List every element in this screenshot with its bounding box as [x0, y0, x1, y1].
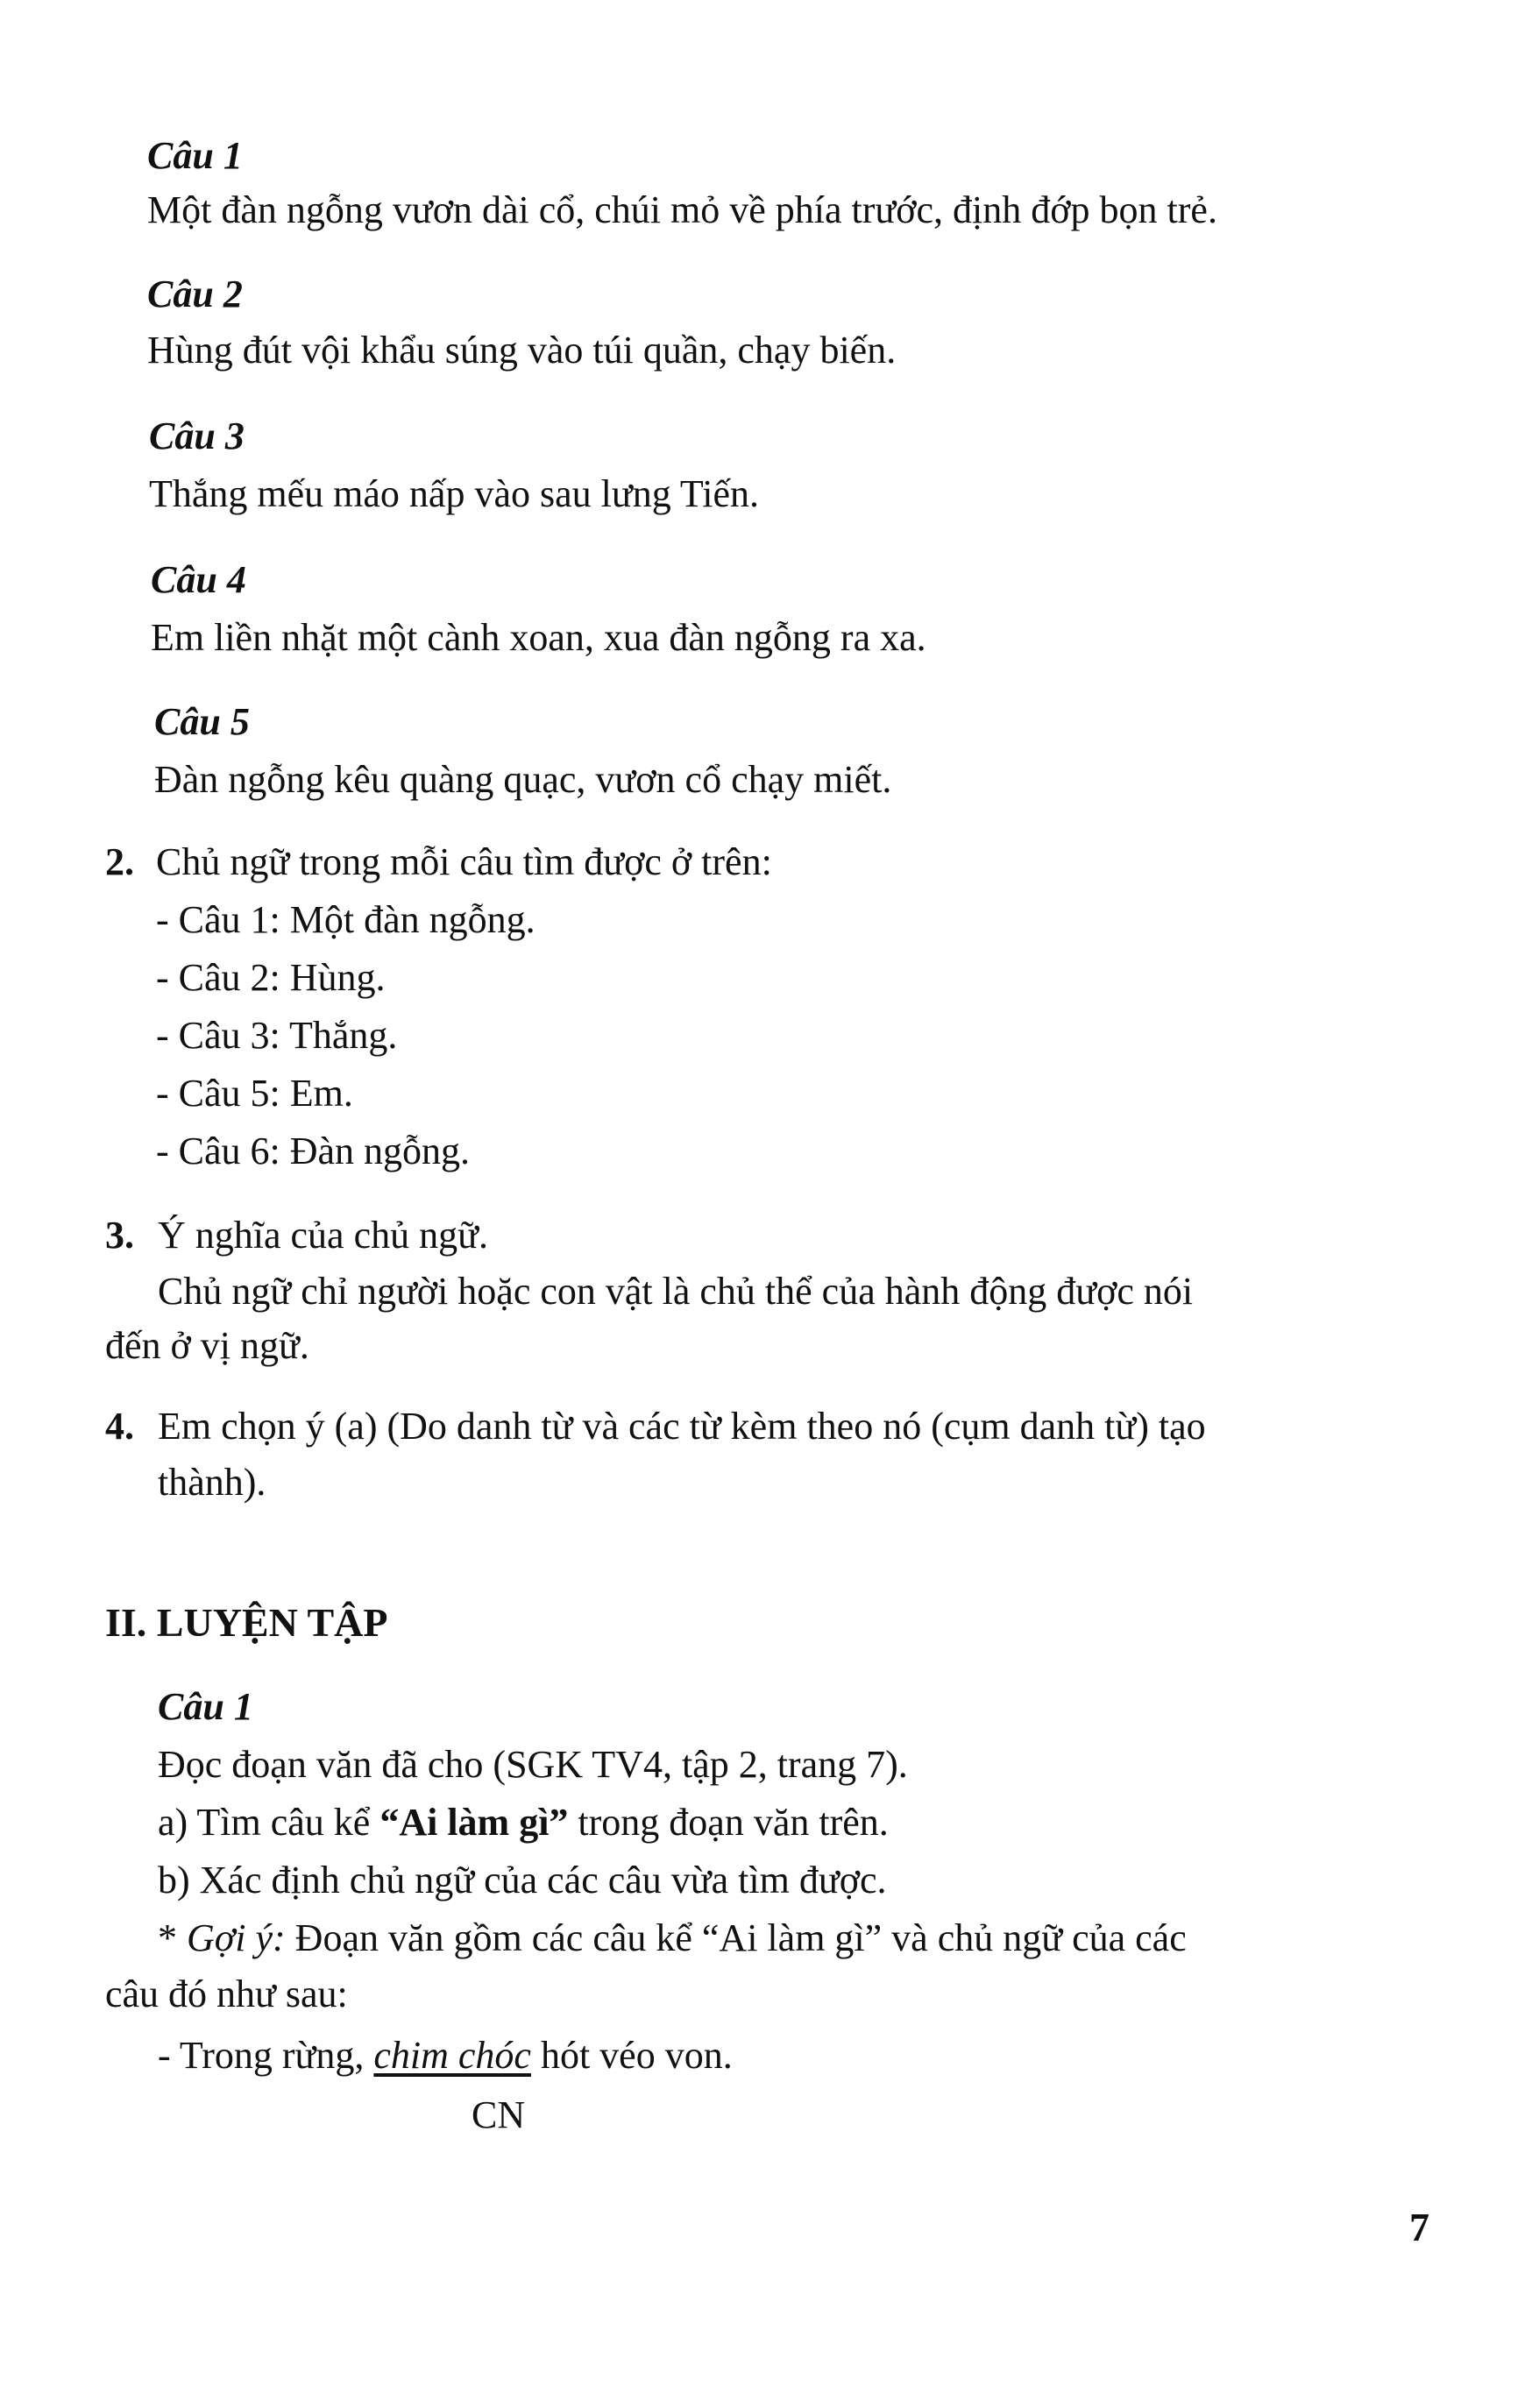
question-3-sentence: Thắng mếu máo nấp vào sau lưng Tiến.	[149, 472, 759, 515]
item-3-text: Ý nghĩa của chủ ngữ.	[158, 1214, 488, 1257]
item-4-line-1: Em chọn ý (a) (Do danh từ và các từ kèm theo nó (cụm danh từ) tạo	[158, 1405, 1206, 1448]
task-a-suffix: trong đoạn văn trên.	[568, 1801, 889, 1844]
question-4-sentence: Em liền nhặt một cành xoan, xua đàn ngỗng ra xa.	[151, 616, 926, 659]
item-3-line-1: Chủ ngữ chỉ người hoặc con vật là chủ thể của hành động được nói	[158, 1270, 1194, 1313]
example-sentence	[158, 2031, 733, 2080]
hint-label: Gợi ý:	[187, 1916, 286, 1959]
question-3-label: Câu 3	[149, 414, 245, 457]
subject-list-item: - Câu 6: Đàn ngỗng.	[156, 1130, 471, 1172]
practice-instruction: Đọc đoạn văn đã cho (SGK TV4, tập 2, trang 7).	[158, 1743, 908, 1786]
question-5-sentence: Đàn ngỗng kêu quàng quạc, vươn cổ chạy miết.	[154, 758, 892, 801]
task-a	[158, 1798, 889, 1847]
practice-question-label: Câu 1	[158, 1685, 253, 1728]
example-suffix: hót véo von.	[530, 2034, 733, 2077]
hint-star: *	[158, 1916, 187, 1959]
question-2-sentence: Hùng đút vội khẩu súng vào túi quần, chạy biến.	[147, 329, 897, 372]
page-number: 7	[1409, 2205, 1429, 2249]
question-2-label: Câu 2	[147, 273, 243, 315]
item-3-number: 3.	[105, 1214, 134, 1257]
question-5-label: Câu 5	[154, 700, 250, 743]
task-b: b) Xác định chủ ngữ của các câu vừa tìm được.	[158, 1859, 887, 1902]
item-2-number: 2.	[105, 840, 134, 883]
task-a-emphasis: “Ai làm gì”	[379, 1801, 569, 1844]
example-subject: chim chóc	[373, 2034, 531, 2077]
subject-list-item: - Câu 1: Một đàn ngỗng.	[156, 898, 535, 941]
subject-list-item: - Câu 2: Hùng.	[156, 956, 386, 999]
hint-line-2: câu đó như sau:	[105, 1972, 348, 2015]
item-3-line-2: đến ở vị ngữ.	[105, 1324, 309, 1367]
example-prefix: - Trong rừng,	[158, 2034, 374, 2077]
hint-line-1	[158, 1914, 1187, 1963]
subject-list-item: - Câu 5: Em.	[156, 1072, 353, 1115]
question-1-sentence: Một đàn ngỗng vươn dài cổ, chúi mỏ về phía trước, định đớp bọn trẻ.	[147, 188, 1217, 231]
item-2-text: Chủ ngữ trong mỗi câu tìm được ở trên:	[156, 840, 772, 883]
task-a-prefix: a) Tìm câu kể	[158, 1801, 380, 1844]
item-4-number: 4.	[105, 1405, 134, 1448]
section-title: II. LUYỆN TẬP	[105, 1600, 388, 1645]
item-4-line-2: thành).	[158, 1461, 266, 1504]
question-4-label: Câu 4	[151, 558, 246, 601]
subject-list-item: - Câu 3: Thắng.	[156, 1014, 398, 1057]
hint-text: Đoạn văn gồm các câu kể “Ai làm gì” và chủ ngữ của các	[285, 1916, 1187, 1959]
subject-tag: CN	[472, 2093, 526, 2136]
question-1-label: Câu 1	[147, 134, 243, 177]
